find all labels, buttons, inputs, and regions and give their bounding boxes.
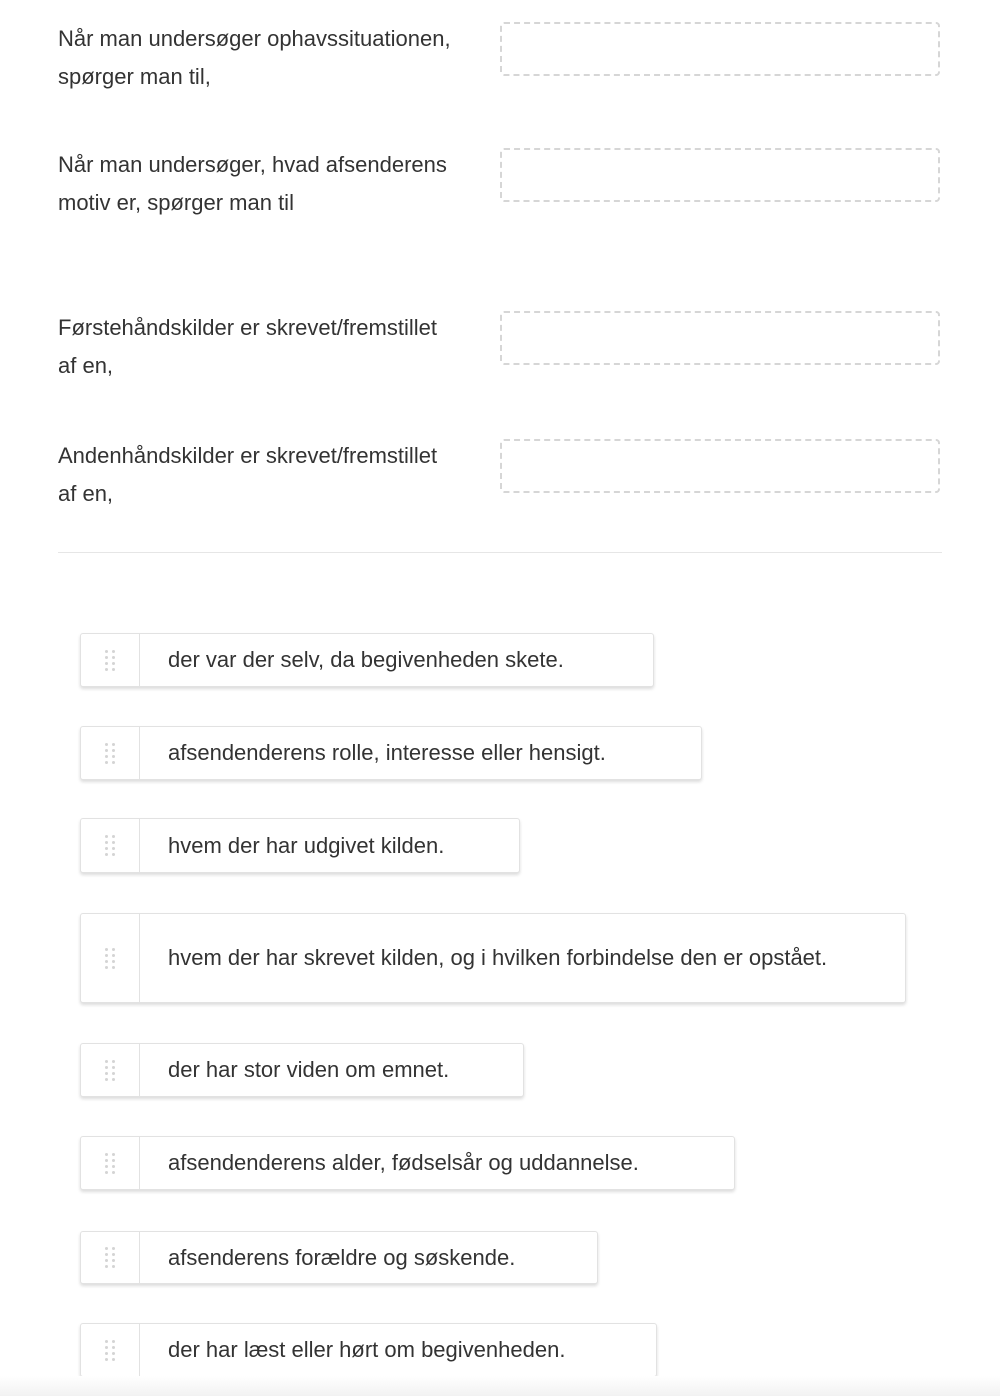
answer-card-5[interactable] — [80, 1043, 524, 1097]
answer-text: der var der selv, da begivenheden skete. — [168, 647, 564, 672]
drag-handle[interactable] — [81, 1137, 140, 1189]
answer-text: afsendenderens rolle, interesse eller hensigt. — [168, 740, 606, 765]
drag-handle-icon — [105, 1247, 115, 1268]
drag-handle[interactable] — [81, 1324, 140, 1376]
drag-handle[interactable] — [81, 1232, 140, 1283]
drag-handle[interactable] — [81, 819, 140, 872]
answer-card-1[interactable] — [80, 633, 654, 687]
answer-text: hvem der har udgivet kilden. — [168, 832, 445, 858]
question-prompt-2: Når man undersøger, hvad afsenderens motiv er, spørger man til — [58, 152, 447, 215]
answer-card-3[interactable] — [80, 818, 520, 873]
drop-zone-3[interactable] — [500, 311, 940, 365]
bottom-edge-shade — [0, 1376, 1000, 1396]
answer-card-6[interactable] — [80, 1136, 735, 1190]
answer-card-8[interactable] — [80, 1323, 657, 1377]
drop-zone-4[interactable] — [500, 439, 940, 493]
drag-handle[interactable] — [81, 1044, 140, 1096]
answer-text: afsendenderens alder, fødselsår og uddannelse. — [168, 1150, 639, 1175]
drag-handle-icon — [105, 1153, 115, 1174]
drag-handle-icon — [105, 1060, 115, 1081]
drag-handle-icon — [105, 1340, 115, 1361]
drag-handle-icon — [105, 948, 115, 969]
drag-handle[interactable] — [81, 727, 140, 779]
answer-card-2[interactable] — [80, 726, 702, 780]
drop-zone-2[interactable] — [500, 148, 940, 202]
answer-text: der har stor viden om emnet. — [168, 1057, 450, 1082]
drag-handle[interactable] — [81, 634, 140, 686]
drag-handle-icon — [105, 650, 115, 671]
section-divider — [58, 552, 942, 553]
drag-handle-icon — [105, 835, 115, 856]
drag-handle[interactable] — [81, 914, 140, 1002]
question-prompt-1: Når man undersøger ophavssituationen, spørger man til, — [58, 26, 451, 89]
question-prompt-3: Førstehåndskilder er skrevet/fremstillet af en, — [58, 315, 437, 378]
answer-text: der har læst eller hørt om begivenheden. — [168, 1337, 566, 1362]
drop-zone-1[interactable] — [500, 22, 940, 76]
answer-text: hvem der har skrevet kilden, og i hvilken forbindelse den er opstået. — [168, 945, 828, 970]
drag-handle-icon — [105, 743, 115, 764]
answer-text: afsenderens forældre og søskende. — [168, 1244, 516, 1270]
question-prompt-4: Andenhåndskilder er skrevet/fremstillet af en, — [58, 443, 438, 506]
answer-card-7[interactable] — [80, 1231, 598, 1284]
answer-card-4[interactable] — [80, 913, 906, 1003]
